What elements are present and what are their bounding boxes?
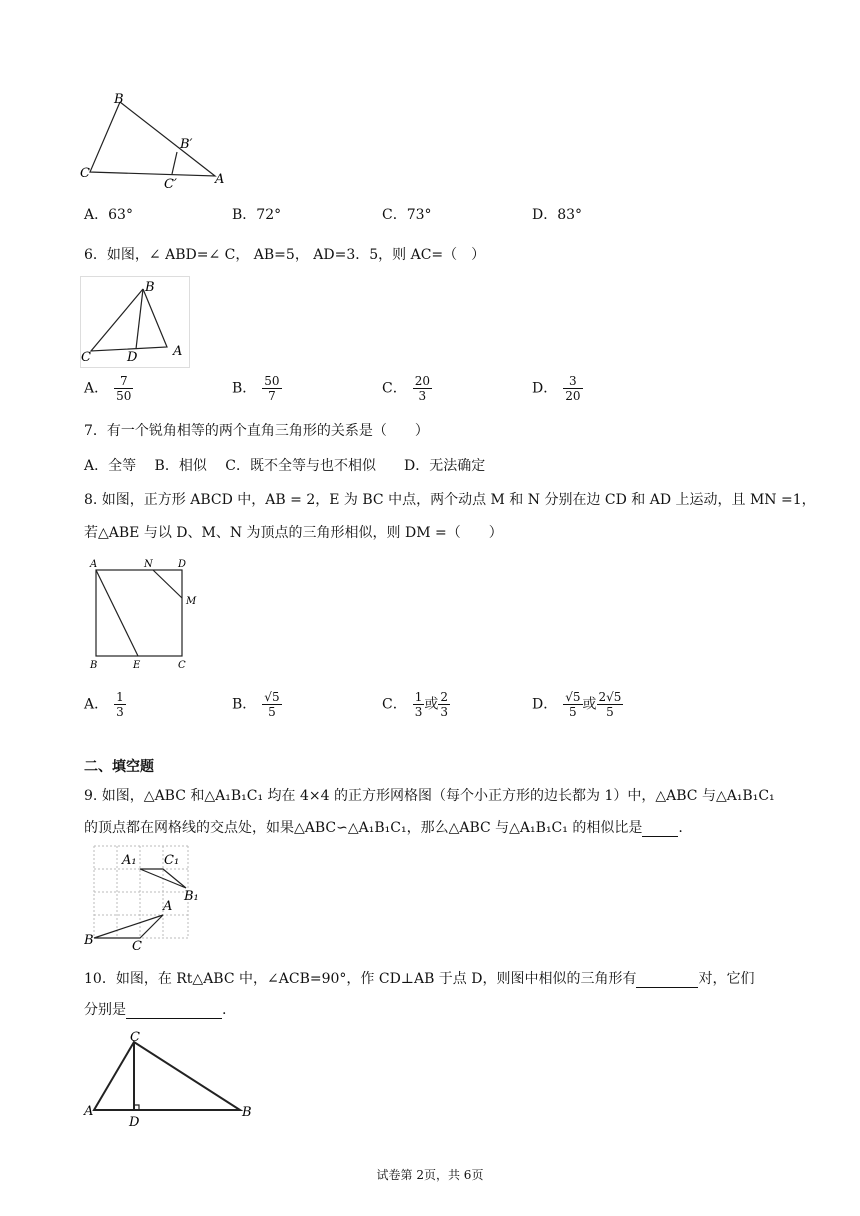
label-N: N (144, 559, 153, 570)
label-C: C (81, 350, 91, 365)
option-letter: B． (232, 696, 257, 713)
answer-blank[interactable] (636, 973, 698, 988)
fraction (114, 374, 133, 403)
q5-option-c[interactable] (382, 204, 432, 224)
fraction (262, 690, 281, 719)
label-B: B (114, 92, 124, 107)
or-word: 或 (582, 696, 597, 713)
fraction (563, 690, 582, 719)
label-M: M (186, 596, 197, 607)
label-B: B (242, 1105, 252, 1120)
numerator: 2 (440, 690, 448, 704)
denominator: 5 (606, 705, 614, 719)
fraction (413, 690, 425, 719)
answer-blank[interactable] (126, 1004, 222, 1019)
label-C: C (132, 939, 142, 952)
figure-q6 (80, 276, 190, 368)
label-C: C (178, 660, 186, 671)
option-letter: B． (232, 380, 257, 397)
q5-option-a[interactable] (84, 204, 133, 224)
option-letter: C． (382, 207, 407, 223)
label-B: B (145, 280, 155, 295)
option-text: 72° (256, 207, 282, 223)
option-letter: D． (532, 696, 558, 713)
label-C-prime: C′ (164, 177, 177, 190)
numerator: 2√5 (598, 690, 622, 704)
label-D: D (127, 350, 138, 365)
denominator: 3 (418, 389, 427, 403)
q8-stem-line2: 若△ABE 与以 D、M、N 为顶点的三角形相似，则 DM =（ ） (84, 525, 503, 541)
q9-line2-wrap: 的顶点都在网格线的交点处，如果△ABC∽△A₁B₁C₁，那么△ABC 与△A₁B₁C₁ 的相似比是 . (84, 820, 683, 836)
q9-line2: 的顶点都在网格线的交点处，如果△ABC∽△A₁B₁C₁，那么△ABC 与△A₁B₁C₁ 的相似比是 (84, 820, 643, 836)
figure-q10 (82, 1028, 262, 1132)
label-C: C (130, 1030, 140, 1045)
fraction (413, 374, 432, 403)
q8-option-c[interactable] (382, 690, 450, 719)
option-text: 73° (406, 207, 432, 223)
q10-line2-wrap: 分别是 . (84, 1002, 227, 1018)
option-letter: A． (84, 380, 109, 397)
label-A: A (173, 344, 183, 359)
label-D: D (178, 559, 187, 570)
q9-line1: 9. 如图，△ABC 和△A₁B₁C₁ 均在 4×4 的正方形网格图（每个小正方形的边长都为 1）中，△ABC 与△A₁B₁C₁ (84, 788, 775, 804)
option-letter: A． (84, 696, 109, 713)
page-footer: 试卷第 2页，共 6页 (376, 1168, 484, 1182)
numerator: √5 (264, 690, 280, 704)
q10-line2: 分别是 (84, 1002, 126, 1018)
q8-option-b[interactable] (232, 690, 282, 719)
fraction (262, 374, 281, 403)
option-letter: D． (532, 207, 558, 223)
fraction (114, 690, 126, 719)
q8-option-a[interactable] (84, 690, 126, 719)
denominator: 20 (565, 389, 581, 403)
option-text: 83° (557, 207, 583, 223)
numerator: 3 (563, 374, 582, 389)
q6-option-d[interactable] (532, 374, 583, 403)
label-A: A (215, 172, 225, 187)
section-title: 二、填空题 (84, 759, 154, 775)
label-A: A (90, 559, 98, 570)
numerator: 1 (414, 690, 423, 704)
q8-stem-line1: 8. 如图，正方形 ABCD 中，AB = 2，E 为 BC 中点，两个动点 M 和 N 分别在边 CD 和 AD 上运动，且 MN =1， (84, 492, 816, 508)
q6-option-c[interactable] (382, 374, 432, 403)
denominator: 7 (268, 389, 276, 403)
option-letter: A． (84, 207, 109, 223)
label-D: D (129, 1115, 140, 1130)
label-B: B (90, 660, 98, 671)
option-text: 63° (108, 207, 133, 223)
label-B-prime: B′ (180, 137, 193, 152)
label-B1: B₁ (184, 889, 199, 904)
q7-stem: 7．有一个锐角相等的两个直角三角形的关系是（ ） (84, 423, 429, 439)
denominator: 3 (414, 705, 423, 719)
label-B: B (84, 933, 94, 948)
figure-q8 (86, 556, 210, 674)
option-letter: B． (232, 207, 257, 223)
numerator: 7 (114, 374, 133, 389)
option-letter: C． (382, 696, 407, 713)
q7-options[interactable]: A．全等 B．相似 C．既不全等与也不相似 D．无法确定 (84, 458, 486, 474)
label-C: C (80, 166, 90, 181)
label-E: E (133, 660, 141, 671)
label-C1: C₁ (164, 853, 180, 868)
fraction (438, 690, 450, 719)
fraction (597, 690, 624, 719)
q5-option-d[interactable] (532, 204, 582, 224)
q10-line1 (84, 968, 754, 988)
q5-option-b[interactable] (232, 204, 281, 224)
q10-line1-text: 10．如图，在 Rt△ABC 中，∠ACB=90°，作 CD⊥AB 于点 D，则图中相似的三角形有 (84, 971, 637, 987)
numerator: √5 (565, 690, 581, 704)
q6-stem: 6．如图，∠ ABD=∠ C， AB=5， AD=3．5，则 AC=（ ） (84, 247, 486, 263)
fraction (563, 374, 582, 403)
or-word: 或 (424, 696, 439, 713)
option-letter: C． (382, 380, 407, 397)
numerator: 20 (414, 374, 430, 388)
denominator: 3 (440, 705, 448, 719)
label-A1: A₁ (122, 853, 137, 868)
denominator: 50 (116, 389, 132, 403)
q10-line1-tail: 对，它们 (698, 971, 755, 987)
q6-option-a[interactable] (84, 374, 133, 403)
q6-option-b[interactable] (232, 374, 282, 403)
denominator: 3 (116, 705, 124, 719)
label-A: A (163, 899, 173, 914)
numerator: 1 (116, 690, 124, 704)
figure-q9 (84, 842, 208, 952)
denominator: 5 (268, 705, 276, 719)
q8-option-d[interactable] (532, 690, 623, 719)
denominator: 5 (569, 705, 577, 719)
figure-q5 (80, 90, 230, 190)
label-A: A (84, 1104, 94, 1119)
numerator: 50 (264, 374, 280, 388)
option-letter: D． (532, 380, 558, 397)
answer-blank[interactable] (642, 822, 678, 837)
